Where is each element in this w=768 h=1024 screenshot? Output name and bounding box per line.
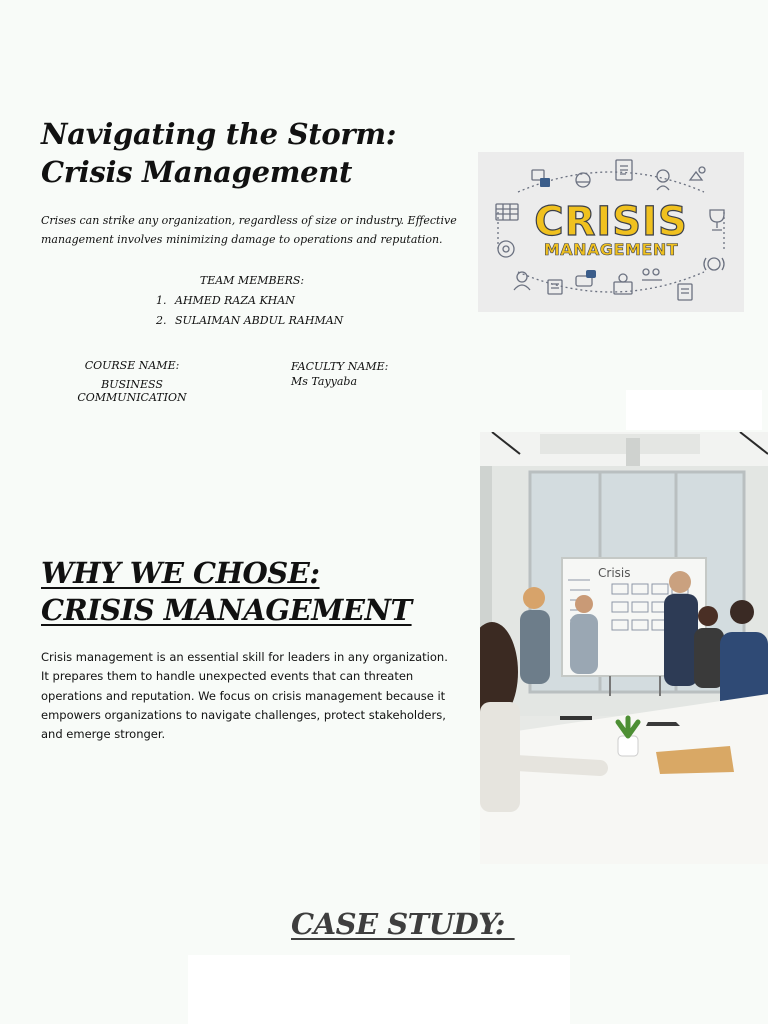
page-title: Navigating the Storm: Crisis Management (41, 117, 397, 189)
crisis-word: CRISIS (534, 199, 688, 245)
team-member-name: AHMED RAZA KHAN (175, 294, 295, 307)
course-name-label: COURSE NAME: (84, 359, 180, 372)
blank-area (626, 390, 762, 430)
case-study-title: CASE STUDY: (291, 907, 515, 941)
team-member: 1. AHMED RAZA KHAN (156, 294, 295, 307)
management-word: MANAGEMENT (543, 240, 679, 259)
team-meeting-photo (480, 432, 768, 864)
team-members-list (156, 293, 343, 333)
team-member-name: SULAIMAN ABDUL RAHMAN (175, 314, 344, 327)
why-section-title: WHY WE CHOSE: CRISIS MANAGEMENT (41, 556, 412, 627)
team-member: 2. SULAIMAN ABDUL RAHMAN (156, 314, 344, 327)
faculty-name-value: Ms Tayyaba (291, 375, 358, 388)
meeting-scene-graphic (480, 432, 768, 864)
faculty-name-label: FACULTY NAME: (291, 360, 389, 373)
intro-text: Crises can strike any organization, regardless of size or industry. Effective management involves minimizing damage to operations and reputation. (41, 214, 457, 246)
team-members-label: TEAM MEMBERS: (199, 274, 305, 287)
why-section-body: Crisis management is an essential skill for leaders in any organization. It prepares them to handle unexpected events that can threaten operations and reputation. We focus on crisis management because it empowers organizations to navigate challenges, protect stakeholders, and emerge stronger. (41, 650, 448, 742)
case-study-content-box (188, 955, 570, 1024)
whiteboard-title: Crisis (598, 566, 631, 580)
course-name-value: BUSINESS COMMUNICATION (77, 378, 187, 404)
crisis-management-image (478, 152, 744, 312)
